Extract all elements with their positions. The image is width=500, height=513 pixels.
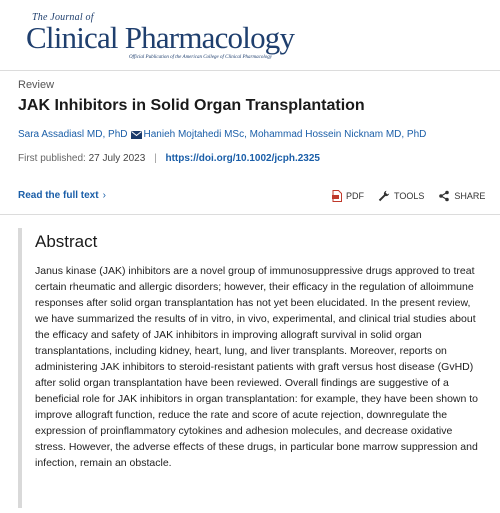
article-title: JAK Inhibitors in Solid Organ Transplantation — [18, 97, 365, 114]
first-published-date: 27 July 2023 — [88, 153, 146, 164]
author-link-corresponding[interactable]: Sara Assadiasl MD, PhD — [18, 129, 128, 140]
share-icon — [438, 190, 450, 202]
abstract-heading: Abstract — [35, 232, 98, 251]
mail-icon[interactable] — [131, 131, 142, 139]
pdf-icon — [332, 190, 342, 202]
article-type: Review — [18, 79, 55, 91]
author-links-rest[interactable]: Hanieh Mojtahedi MSc, Mohammad Hossein Nicknam MD, PhD — [143, 129, 427, 140]
read-full-text-link[interactable] — [18, 190, 106, 201]
pdf-label: PDF — [346, 191, 364, 201]
author-list — [18, 129, 426, 140]
share-button[interactable] — [438, 190, 485, 202]
publication-info — [18, 153, 320, 164]
article-tools — [332, 190, 485, 202]
pdf-button[interactable] — [332, 190, 364, 202]
first-published-label: First published: — [18, 153, 86, 164]
doi-link[interactable]: https://doi.org/10.1002/jcph.2325 — [165, 153, 320, 164]
read-full-text-label: Read the full text — [18, 190, 99, 201]
header-divider — [0, 70, 500, 71]
tools-button[interactable] — [378, 190, 424, 202]
journal-kicker: The Journal of — [32, 12, 94, 23]
chevron-right-icon: › — [102, 190, 106, 201]
journal-logo[interactable] — [26, 12, 326, 64]
share-label: SHARE — [454, 191, 486, 201]
abstract-section — [18, 228, 482, 508]
tools-label: TOOLS — [394, 191, 425, 201]
journal-subtitle: Official Publication of the American College of Clinical Pharmacology — [129, 55, 272, 60]
journal-name: Clinical Pharmacology — [26, 20, 295, 55]
wrench-icon — [378, 190, 390, 202]
tools-divider — [0, 214, 500, 215]
pub-separator: | — [154, 153, 157, 164]
abstract-text: Janus kinase (JAK) inhibitors are a novel group of immunosuppressive drugs approved to treat certain rheumatic and allergic disorders; however, their efficacy in the regulation of alloimmune responses after solid organ transplantation has not yet been elucidated. In the present review, we have summarized the results of in vitro, in vivo, experimental, and clinical trial studies about the efficacy and safety of JAK inhibitors in improving allograft survival in solid organ transplantations, including kidney, heart, lung, and liver transplants. Moreover, reports on administering JAK inhibitors to steroid-resistant patients with graft versus host disease (GvHD) after solid organ transplantation have been reviewed. Overall findings are suggestive of a beneficial role for JAK inhibitors in organ transplantation: for example, they have been shown to improve allograft function, reduce the rate and score of acute rejection, downregulate the expression of proinflammatory cytokines and adhesion molecules, and decrease oxidative stress. However, the adverse effects of these drugs, in particular bone marrow suppression and infection, remain an obstacle. — [35, 265, 479, 469]
